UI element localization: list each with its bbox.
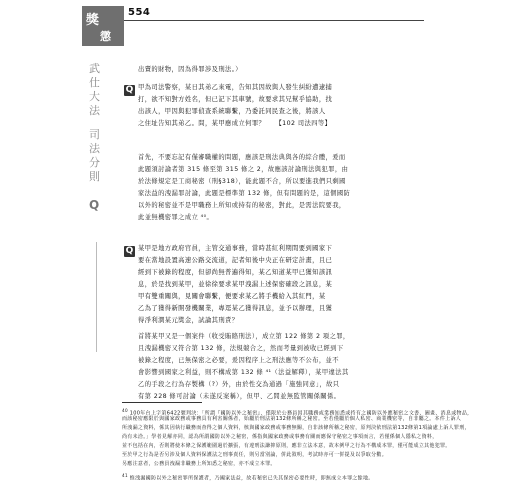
side-label-top: 武仕大法 [89, 62, 100, 117]
answer-1-text [138, 152, 420, 224]
text-line: 以外的秘密並不是甲職務上所知或持有的秘密，對此，是需法院要我， [138, 202, 346, 209]
chapter-tab-top: 獎 [86, 13, 100, 28]
footnote-rule [122, 402, 202, 403]
text-line: 甲為司法警察，某日其弟乙來電，告知其因故與人發生糾紛遭逮捕 [138, 84, 333, 91]
footnote-line: 另應注意者，公務員洩漏非職務上所知悉之秘密，亦不成立本罪。 [122, 461, 276, 467]
chapter-tab-bottom: 懲 [100, 30, 111, 43]
footnote-line [122, 471, 422, 480]
text-line: 經到下被錄的程度，但卻尚無普遍得知，某乙知道某甲已獲知該訊 [138, 269, 333, 276]
side-label-bottom: 司法分則 [89, 128, 100, 183]
header-rule [124, 20, 424, 21]
text-line: 出該人，甲因與犯罪偵查系統聯繫，乃委託同民查之後，將該人 [138, 108, 326, 115]
footnote-line [122, 406, 473, 417]
footnote-text: 100年台上字第6422號判決：「所謂『國防以外之秘密』，僅限於公務員因其職務或業務知悉或持有之國防以外應秘密之文書、圖畫、消息或物品， [129, 410, 473, 417]
footnote-mark: 41 [122, 473, 128, 478]
text-line: 會影響到國家之利益，則不構成第 132 條 ⁴¹（法益解釋），某甲違法其 [138, 369, 349, 376]
text-line: 家法益的洩漏罪討論，此題是標準第 132 條，但有問題的是，這個國防 [138, 190, 351, 197]
footnote-mark: 40 [122, 408, 128, 413]
text-line: 之住址告知其弟乙。問，某甲應成立何罪？ 【102 司法四等】 [138, 120, 332, 127]
question-1-text [138, 82, 420, 130]
text-line: 且洩漏機密又符合第 132 條，法規競合之，然而考量到被收已經到下 [138, 345, 344, 352]
text-line: 乙為了獲得新開發機關業，專逕某乙獲得訊息，並予以辦理，且獲 [138, 305, 333, 312]
text-line: 出賣的財物，因為得罪涉及刑法。） [138, 66, 242, 73]
text-line: 有第 228 條可討論（未遂反案稱），但甲、乙間並無監管關係關係。 [138, 393, 341, 400]
side-divider [96, 242, 97, 352]
text-line: 首將某甲又是一個案件（收受賄賂刑法），成立第 122 條第 2 項之罪， [138, 333, 350, 340]
footnote-line: 所洩漏之資料，係其因執行職務而查得之個人資料，核與國家政務或事務無關，自非該條所稱之秘密，原判決依刑法第132條第1項論處上訴人罪刑， [122, 425, 470, 431]
side-q-marker: Q [89, 198, 100, 212]
footnote-line: 至於甲之行為是否另涉及個人資料保護法之刑事責任，則另當別論，併此敘明，考試時亦可一併提及以爭取分數。 [122, 452, 388, 458]
text-line: 首先，不要忘記有僅審職權的問題，應該是刑法典與各的綜合體，爰而 [138, 154, 346, 161]
continuation-line [138, 64, 420, 76]
text-line: 甲有雙重關與，見關會聯繫，便要求某乙將手機給入其紅門，某 [138, 293, 326, 300]
question-2-text [138, 243, 420, 327]
footnote-40 [122, 406, 473, 469]
text-line: 得淨利潤某元獎金，試論其刑責？ [138, 317, 239, 324]
text-line: 要在當地設置高速公路交流道，記者知後中央正在研定計畫，且已 [138, 257, 333, 264]
footnote-line: 尚有未洽。」學者見解亦同，認為所謂國防以外之秘密，係指與國家政務或事務有關而應保守秘密之事項而言，若僅係個人隱私之資料， [122, 434, 438, 440]
page-number: 554 [128, 7, 151, 18]
footnote-text: 惟洩漏國防以外之秘密罪所保護者，乃國家法益，故若秘密已失其保密必要性時，即無成立本罪之餘地。 [129, 475, 374, 482]
text-line: 某甲是地方政府官員，主管交通事務，當時甚紅利期間要到國家下 [138, 245, 333, 252]
text-line: 於法條規定是工商秘密（刑§318），能此題不合，所以要進我們只剩國 [138, 178, 346, 185]
text-line: 打，欲不知對方姓名，但已記下其車號，故要求其兄幫乎協助，找 [138, 96, 333, 103]
text-line: 此題須討論者第 315 條至第 315 條之 2，故應該討論刑法與犯罪，由 [138, 166, 349, 173]
chapter-tab [82, 6, 124, 46]
footnote-41 [122, 471, 422, 480]
answer-2-text [138, 331, 420, 403]
text-line: 被錄之程度，已無保密之必要，爰因程序上之刑法應等不公布，並不 [138, 357, 339, 364]
footnote-line: 並不包括在內，否則將使本條之保護範圍過於擴張，有違刑法謙抑原則，應非立法本意，故本例甲之行為不構成本罪，僅可能成立其他犯罪。 [122, 443, 451, 449]
text-line: 息，於是找到某甲，並徐徐要求某甲洩漏上述保密確段之訊息，某 [138, 281, 333, 288]
question-2-icon: Q [125, 246, 134, 256]
text-line: 乙的手段之行為存製構（?）外，由於性交為通過「施強同意」，故只 [138, 381, 340, 388]
footnote-line: 而該秘密應限於與國家政務或事務具有利害關係者，始屬於刑法第132條所稱之秘密。至若僅屬於個人私密、商業機密等，自非屬之。本件上訴人 [122, 416, 462, 422]
text-line: 此並無機密罪之成立 ⁴⁰。 [138, 214, 214, 221]
question-1-icon: Q [125, 85, 134, 95]
